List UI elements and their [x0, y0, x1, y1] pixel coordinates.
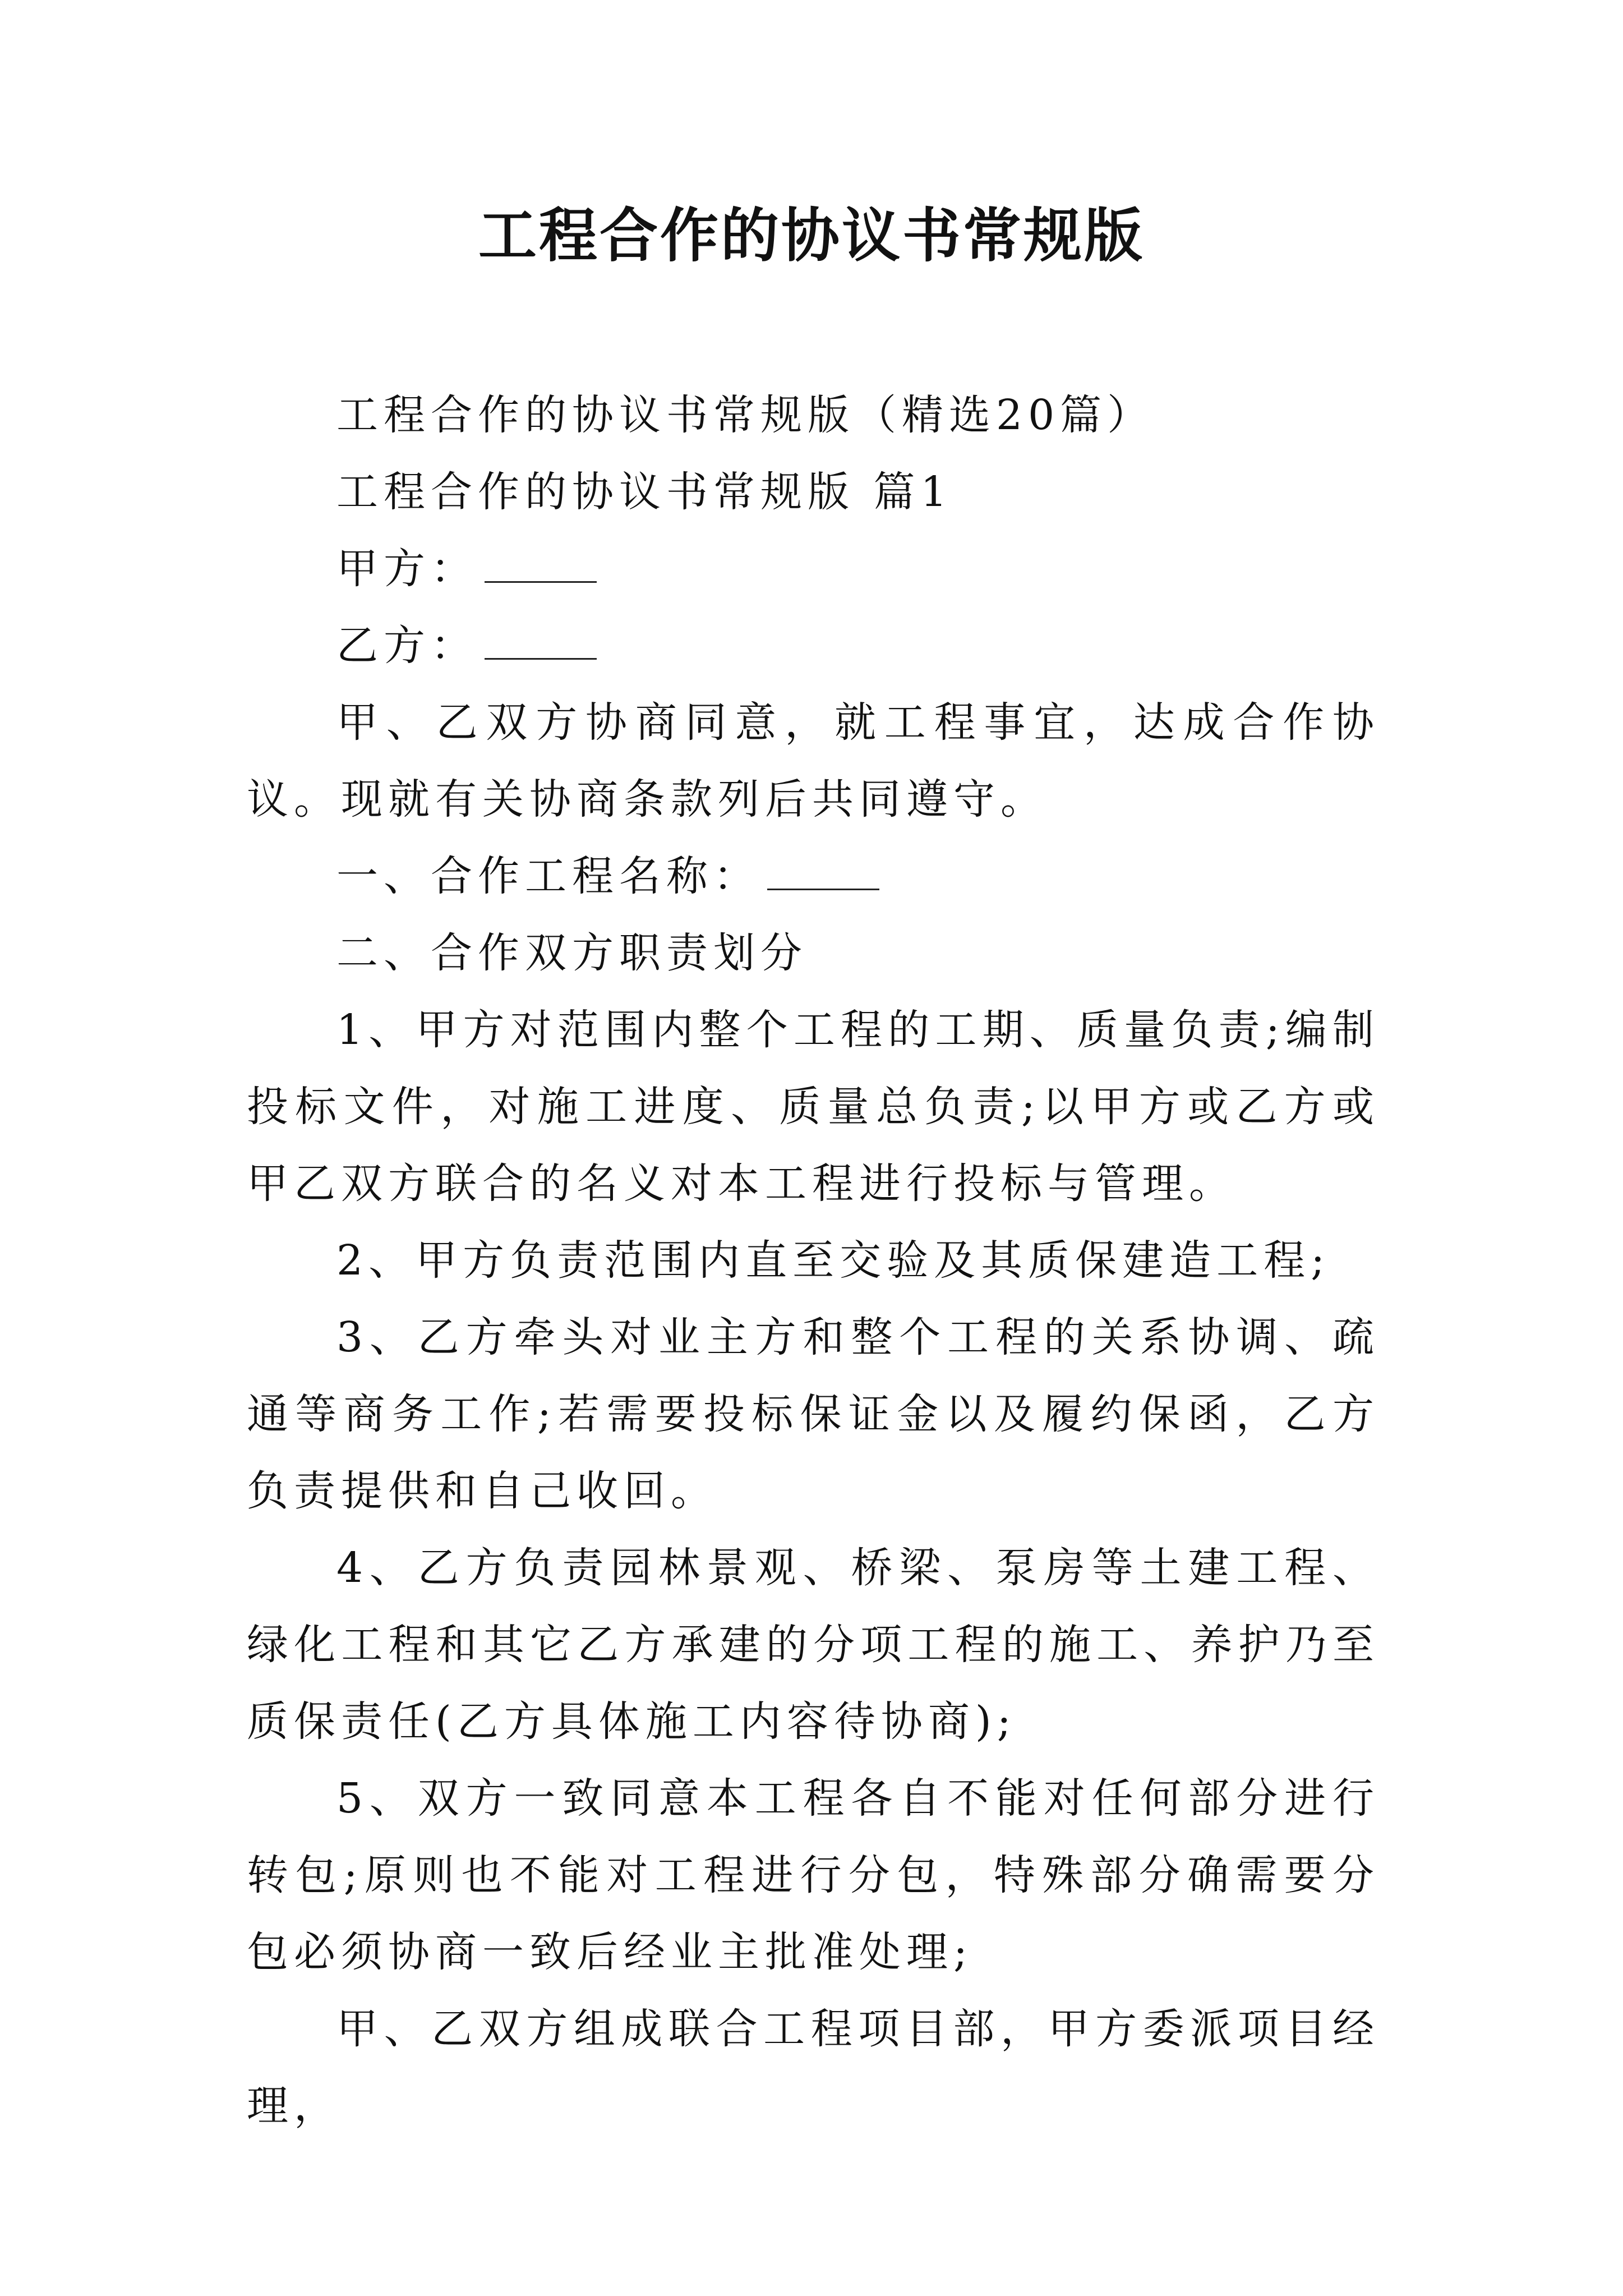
subtitle-text: 工程合作的协议书常规版（精选20篇） [336, 391, 1155, 439]
item-3-paragraph [247, 1299, 1380, 1530]
party-a-label: 甲方： [336, 545, 478, 593]
party-a-blank-line [485, 547, 597, 583]
article-heading-paragraph [247, 454, 1380, 531]
project-name-blank-line [767, 855, 879, 890]
section-2-paragraph [247, 915, 1380, 992]
item-6-paragraph [247, 1991, 1380, 2145]
item-3-text: 3、乙方牵头对业主方和整个工程的关系协调、疏通等商务工作;若需要投标保证金以及履约保函，乙方负责提供和自己收回。 [247, 1313, 1380, 1515]
item-4-paragraph [247, 1530, 1380, 1760]
document-body [247, 377, 1380, 2145]
party-a-paragraph [247, 531, 1380, 608]
item-1-paragraph [247, 992, 1380, 1222]
item-2-paragraph [247, 1222, 1380, 1299]
item-1-text: 1、甲方对范围内整个工程的工期、质量负责;编制投标文件，对施工进度、质量总负责;以甲方或乙方或甲乙双方联合的名义对本工程进行投标与管理。 [247, 1006, 1380, 1208]
article-heading-text: 工程合作的协议书常规版 篇1 [336, 468, 953, 516]
item-4-text: 4、乙方负责园林景观、桥梁、泵房等土建工程、绿化工程和其它乙方承建的分项工程的施工、养护乃至质保责任(乙方具体施工内容待协商); [247, 1544, 1380, 1746]
subtitle-paragraph [247, 377, 1380, 454]
item-5-paragraph [247, 1760, 1380, 1991]
intro-text: 甲、乙双方协商同意，就工程事宜，达成合作协议。现就有关协商条款列后共同遵守。 [247, 698, 1380, 823]
party-b-label: 乙方： [336, 622, 478, 670]
item-2-text: 2、甲方负责范围内直至交验及其质保建造工程; [336, 1236, 1331, 1285]
party-b-paragraph [247, 608, 1380, 684]
section-2-text: 二、合作双方职责划分 [336, 929, 808, 977]
section-1-label: 一、合作工程名称： [336, 852, 760, 900]
document-title: 工程合作的协议书常规版 [478, 201, 1145, 270]
item-5-text: 5、双方一致同意本工程各自不能对任何部分进行转包;原则也不能对工程进行分包，特殊部分确需要分包必须协商一致后经业主批准处理; [247, 1774, 1380, 1976]
party-b-blank-line [485, 624, 597, 660]
intro-paragraph [247, 684, 1380, 838]
section-1-paragraph [247, 838, 1380, 915]
item-6-text: 甲、乙双方组成联合工程项目部，甲方委派项目经理， [247, 2005, 1380, 2130]
